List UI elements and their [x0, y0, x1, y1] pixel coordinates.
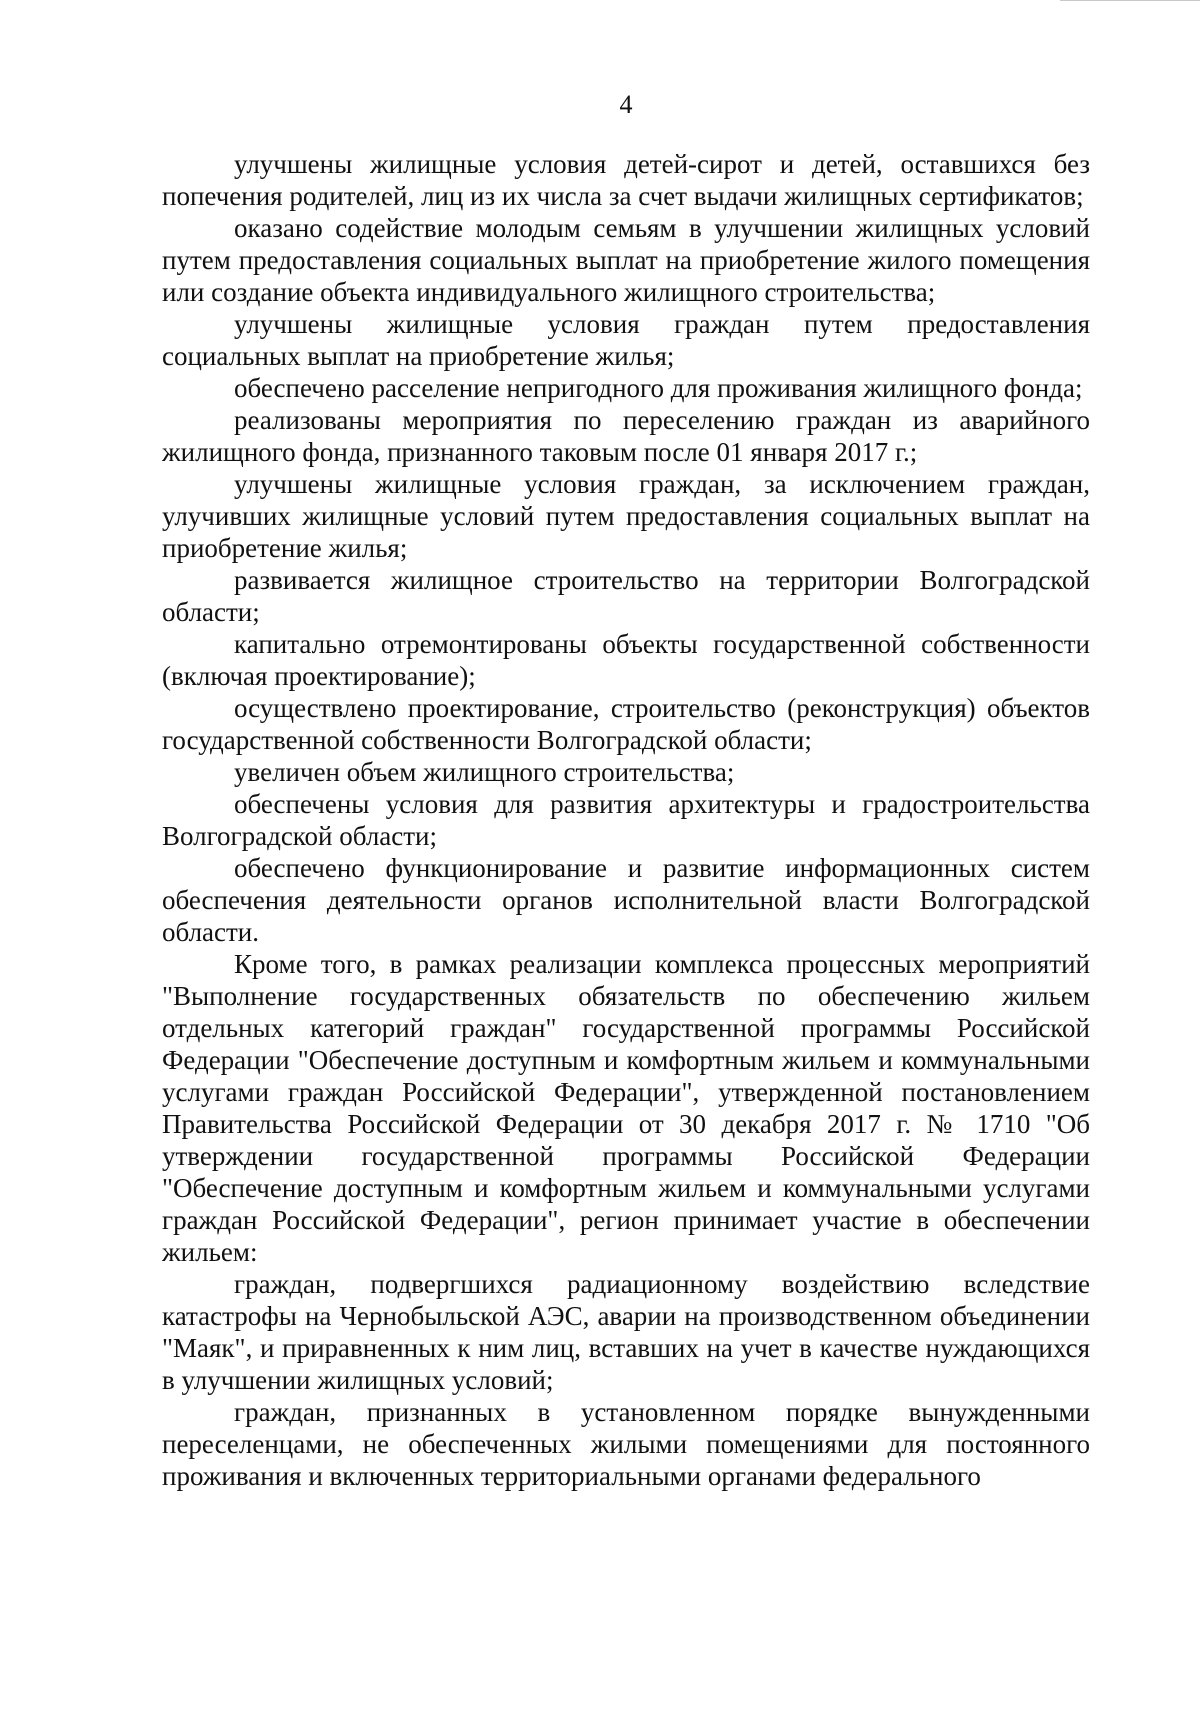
paragraph-young-families: оказано содействие молодым семьям в улучшении жилищных условий путем предоставления социальных выплат на приобретение жилого помещения или создание объекта индивидуального жилищного строительства; [162, 213, 1090, 307]
paragraph-capital-repair: капитально отремонтированы объекты государственной собственности (включая проектирование); [162, 629, 1090, 691]
paragraph-architecture: обеспечены условия для развития архитектуры и градостроительства Волгоградской области; [162, 789, 1090, 851]
paragraph-emergency-housing: реализованы мероприятия по переселению граждан из аварийного жилищного фонда, признанного таковым после 01 января 2017 г.; [162, 405, 1090, 467]
page-number: 4 [619, 90, 633, 119]
scan-edge-mark [1060, 0, 1200, 1]
paragraph-information-systems: обеспечено функционирование и развитие информационных систем обеспечения деятельности органов исполнительной власти Волгоградской области. [162, 853, 1090, 947]
document-body [162, 148, 1090, 1492]
paragraph-forced-migrants: граждан, признанных в установленном порядке вынужденными переселенцами, не обеспеченных жилыми помещениями для постоянного проживания и включенных территориальными органами федерального [162, 1397, 1090, 1491]
paragraph-housing-construction: развивается жилищное строительство на территории Волгоградской области; [162, 565, 1090, 627]
paragraph-design-construction: осуществлено проектирование, строительство (реконструкция) объектов государственной собственности Волгоградской области; [162, 693, 1090, 755]
paragraph-unfit-housing: обеспечено расселение непригодного для проживания жилищного фонда; [234, 373, 1083, 403]
paragraph-improved-conditions: улучшены жилищные условия граждан, за исключением граждан, улучивших жилищные условий путем предоставления социальных выплат на приобретение жилья; [162, 469, 1090, 563]
paragraph-construction-volume: увеличен объем жилищного строительства; [234, 757, 735, 787]
paragraph-social-payments: улучшены жилищные условия граждан путем предоставления социальных выплат на приобретение жилья; [162, 309, 1090, 371]
paragraph-orphans-housing: улучшены жилищные условия детей-сирот и детей, оставшихся без попечения родителей, лиц из их числа за счет выдачи жилищных сертификатов; [162, 149, 1090, 211]
paragraph-radiation-victims: граждан, подвергшихся радиационному воздействию вследствие катастрофы на Чернобыльской АЭС, аварии на производственном объединении "Маяк", и приравненных к ним лиц, вставших на учет в качестве нуждающихся в улучшении жилищных условий; [162, 1269, 1090, 1395]
paragraph-federal-program: Кроме того, в рамках реализации комплекса процессных мероприятий "Выполнение государственных обязательств по обеспечению жильем отдельных категорий граждан" государственной программы Российской Федерации "Обеспечение доступным и комфортным жильем и коммунальными услугами граждан Российской Федерации", утвержденной постановлением Правительства Российской Федерации от 30 декабря 2017 г. № 1710 "Об утверждении государственной программы Российской Федерации "Обеспечение доступным и комфортным жильем и коммунальными услугами граждан Российской Федерации", регион принимает участие в обеспечении жильем: [162, 949, 1090, 1267]
